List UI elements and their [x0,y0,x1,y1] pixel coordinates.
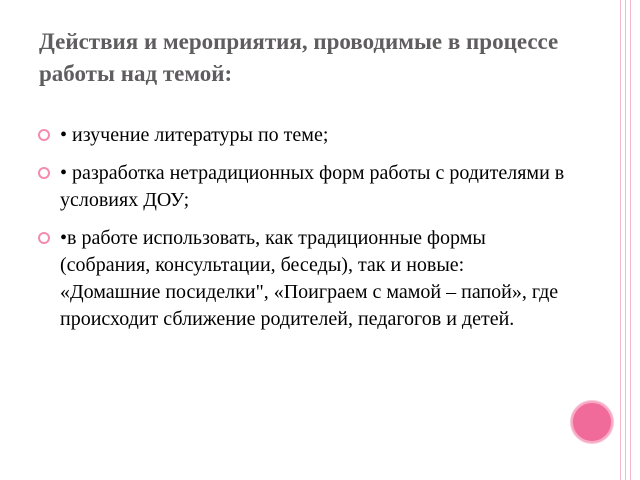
bullet-item [38,160,568,214]
decorative-circle-icon [571,401,613,443]
bullet-ring-icon [38,167,50,179]
bullet-list [38,122,568,344]
bullet-text: • разработка нетрадиционных форм работы с родителями в условиях ДОУ; [60,162,565,211]
bullet-ring-icon [38,232,50,244]
bullet-text: • изучение литературы по теме; [60,124,329,146]
bullet-text: •в работе использовать, как традиционные формы (собрания, консультации, беседы), так и новые: «Домашние посиделки", «Поиграем с мамой – папой», где происходит сближение родителей, педагогов и детей. [60,227,559,330]
frame-line [625,0,626,480]
frame-line [630,0,631,480]
slide-title: Действия и мероприятия, проводимые в процессе работы над темой: [39,29,559,86]
frame-line [620,0,621,480]
bullet-item [38,225,568,333]
bullet-item [38,122,568,149]
bullet-ring-icon [38,129,50,141]
